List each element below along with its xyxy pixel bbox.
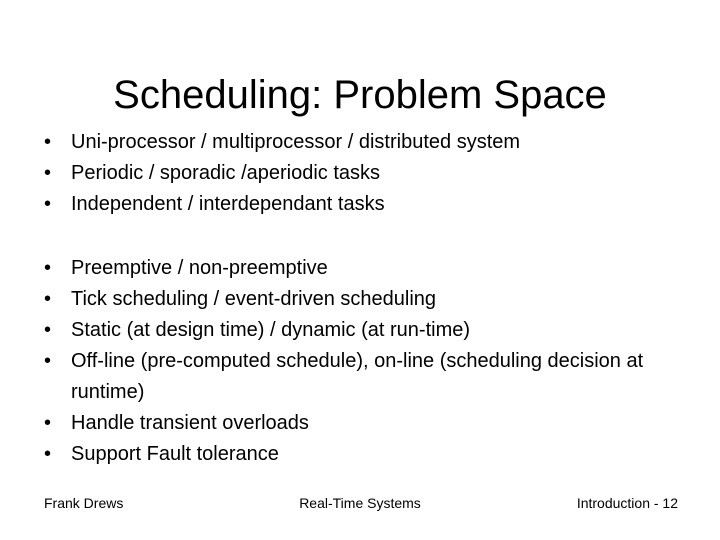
bullet-item	[44, 127, 684, 158]
bullet-item	[44, 408, 684, 439]
bullet-icon: •	[44, 412, 52, 434]
bullet-item	[44, 189, 684, 220]
bullet-text: Static (at design time) / dynamic (at run-time)	[71, 319, 471, 341]
footer-course: Real-Time Systems	[299, 495, 421, 511]
bullet-icon: •	[44, 131, 52, 153]
bullet-icon: •	[44, 319, 52, 341]
bullet-text: Independent / interdependant tasks	[71, 193, 385, 215]
bullet-text: Tick scheduling / event-driven scheduling	[71, 288, 437, 310]
bullet-text: Periodic / sporadic /aperiodic tasks	[71, 162, 381, 184]
bullet-text: Off-line (pre-computed schedule), on-line (scheduling decision at runtime)	[71, 350, 644, 403]
slide-title: Scheduling: Problem Space	[113, 72, 607, 117]
bullet-icon: •	[44, 162, 52, 184]
bullet-text: Support Fault tolerance	[71, 443, 279, 465]
bullet-icon: •	[44, 193, 52, 215]
bullet-text: Uni-processor / multiprocessor / distributed system	[71, 131, 521, 153]
bullet-list-system-types	[44, 127, 684, 220]
bullet-item	[44, 439, 684, 470]
bullet-item	[44, 315, 684, 346]
footer-author: Frank Drews	[44, 495, 124, 511]
bullet-icon: •	[44, 350, 52, 372]
bullet-icon: •	[44, 257, 52, 279]
bullet-item	[44, 253, 684, 284]
bullet-text: Preemptive / non-preemptive	[71, 257, 328, 279]
footer-page-number: Introduction - 12	[576, 495, 678, 511]
bullet-text: Handle transient overloads	[71, 412, 309, 434]
bullet-icon: •	[44, 443, 52, 465]
bullet-item	[44, 158, 684, 189]
bullet-icon: •	[44, 288, 52, 310]
bullet-item	[44, 284, 684, 315]
bullet-item	[44, 346, 684, 408]
bullet-list-scheduling-options	[44, 253, 684, 470]
